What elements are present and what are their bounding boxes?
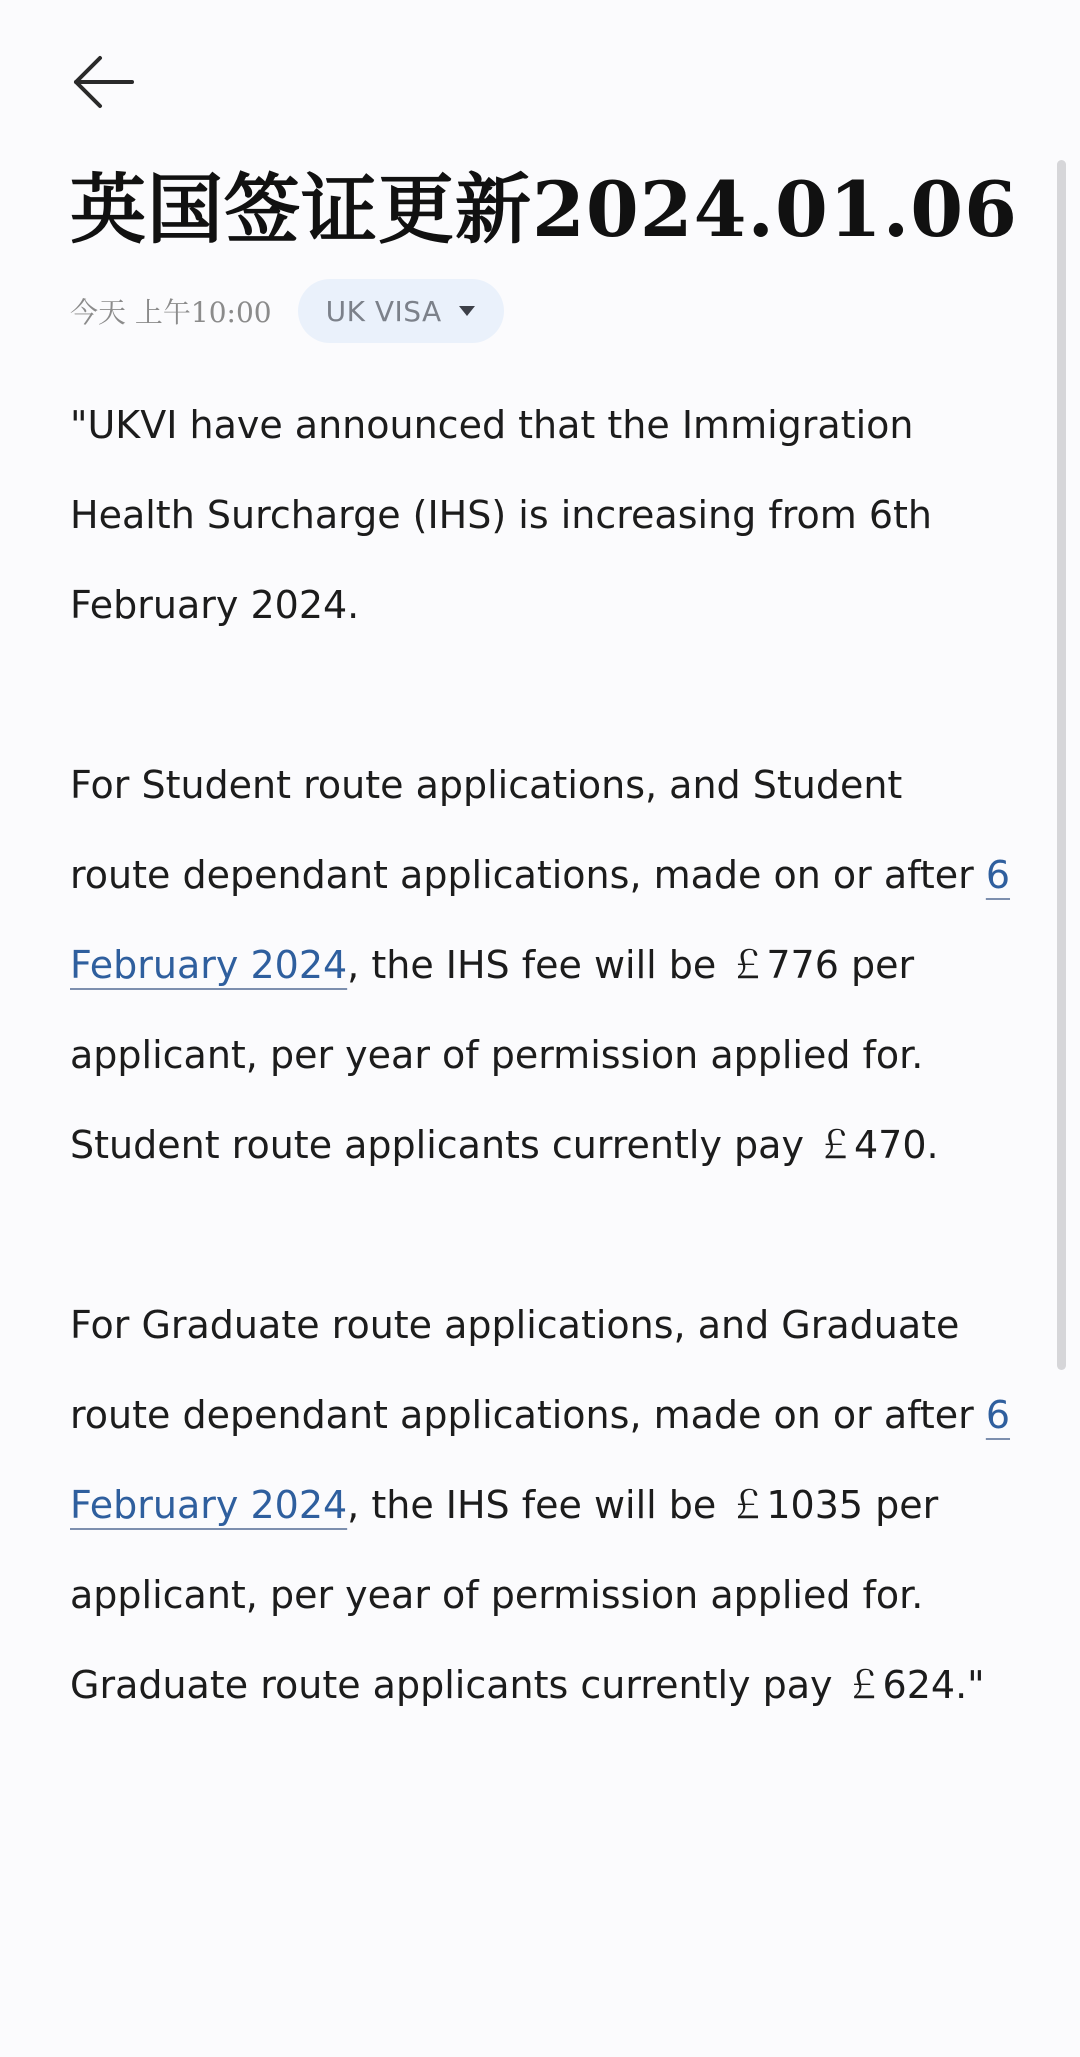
date-link-graduate[interactable]: 6 February 2024	[70, 1393, 1011, 1527]
scrollbar[interactable]	[1057, 160, 1066, 1370]
category-tag-button[interactable]	[298, 279, 504, 343]
paragraph-student	[70, 740, 1010, 1190]
date-link-student[interactable]: 6 February 2024	[70, 853, 1011, 987]
article-body	[70, 380, 1010, 1730]
article-meta	[70, 276, 504, 346]
paragraph-student-text-end: , the IHS fee will be ￡776 per applicant, per year of permission applied for. Student route applicants currently pay ￡470.	[70, 943, 939, 1167]
back-button[interactable]	[70, 48, 140, 118]
paragraph-intro: "UKVI have announced that the Immigration Health Surcharge (IHS) is increasing from 6th February 2024.	[70, 403, 933, 627]
publish-time: 今天 上午10:00	[70, 296, 272, 329]
paragraph-graduate-text-end: , the IHS fee will be ￡1035 per applicant, per year of permission applied for. Graduate route applicants currently pay ￡624."	[70, 1483, 985, 1707]
page-title: 英国签证更新2024.01.06	[70, 165, 1018, 254]
category-tag-label: UK VISA	[325, 294, 442, 328]
paragraph-graduate	[70, 1280, 1010, 1730]
paragraph-student-text-start: For Student route applications, and Student route dependant applications, made on or after	[70, 763, 986, 897]
arrow-left-icon	[70, 48, 140, 118]
paragraph-graduate-text-start: For Graduate route applications, and Graduate route dependant applications, made on or after	[70, 1303, 986, 1437]
caret-down-icon	[458, 305, 476, 317]
